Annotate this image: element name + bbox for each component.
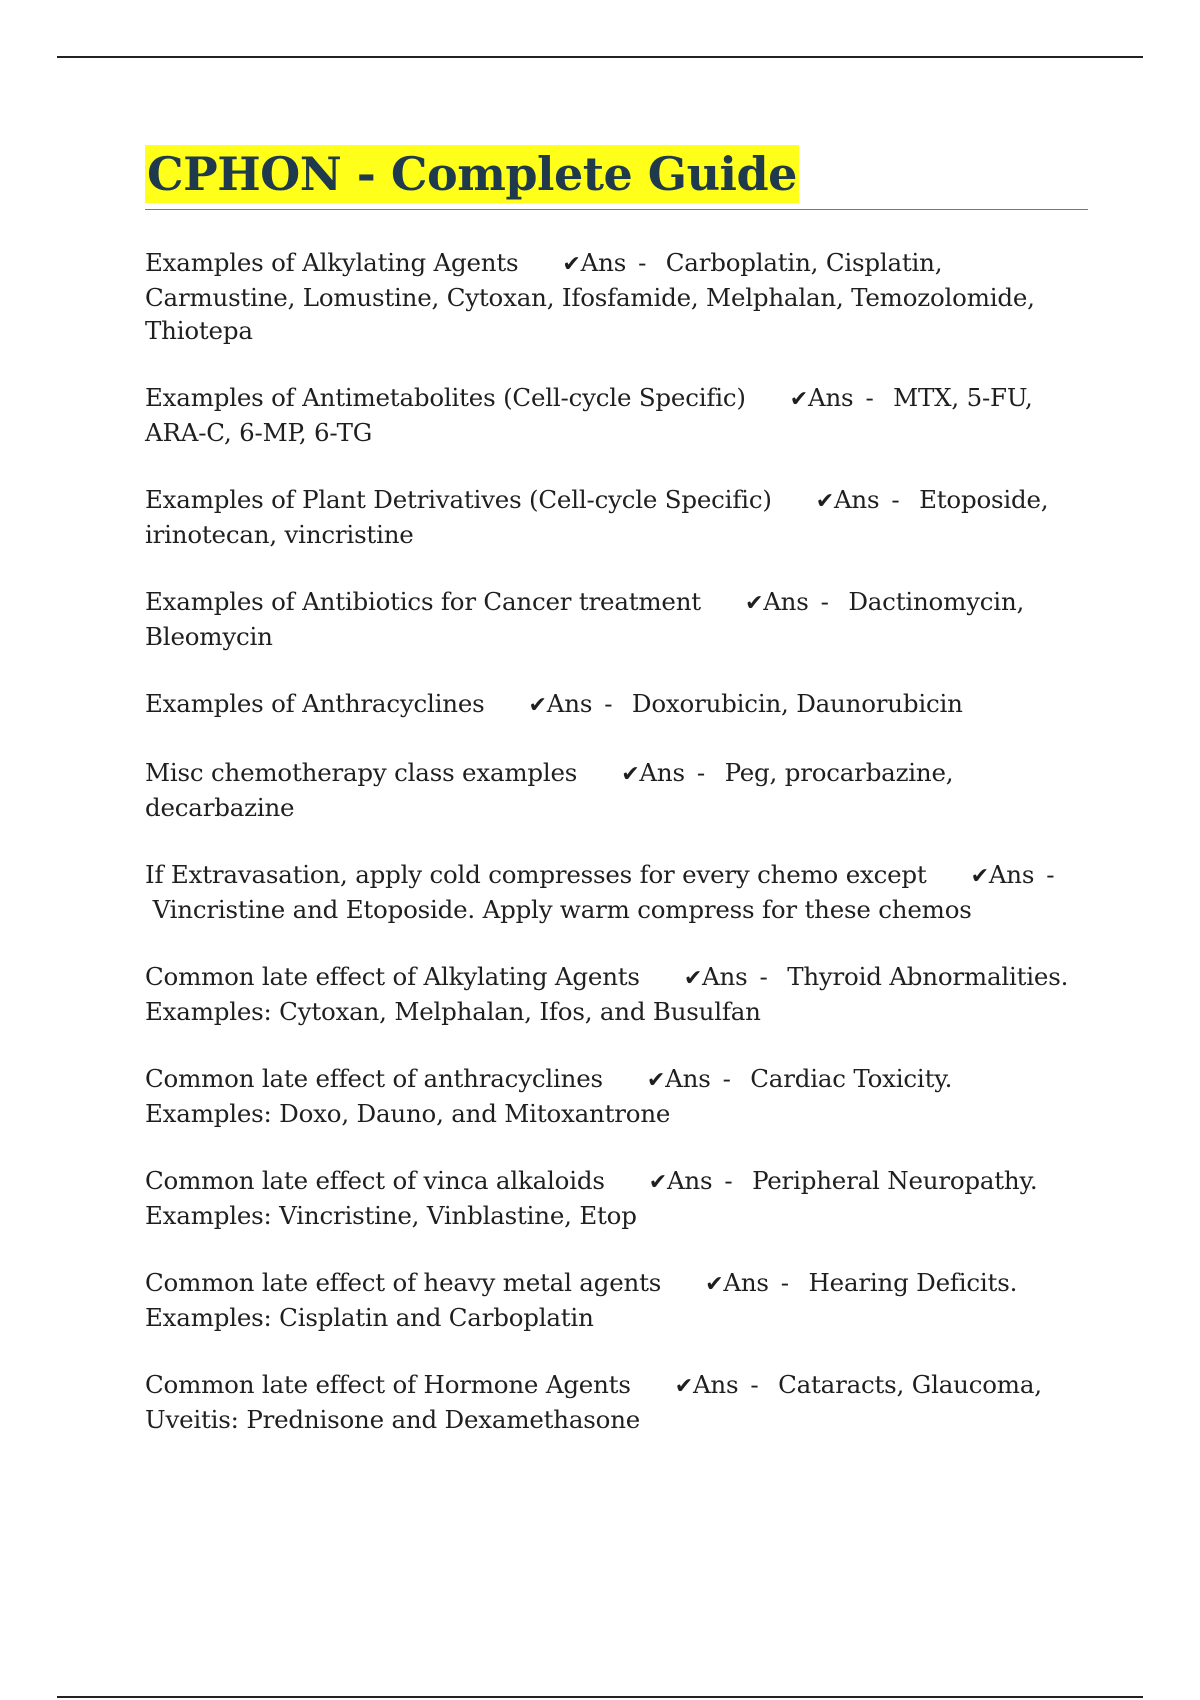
answer-separator: - [891, 485, 900, 514]
answer-label: Ans [666, 1166, 713, 1195]
check-icon: ✔ [970, 864, 989, 889]
answer-separator: - [759, 962, 768, 991]
answer-label: Ans [988, 860, 1035, 889]
answer-text: Cataracts, Glaucoma, Uveitis: Prednisone and Dexamethasone [145, 1370, 1042, 1434]
answer-label: Ans [692, 1370, 739, 1399]
qa-item [145, 381, 1085, 449]
check-icon: ✔ [562, 252, 581, 277]
qa-item [145, 483, 1085, 551]
answer-text: Peripheral Neuropathy. Examples: Vincristine, Vinblastine, Etop [145, 1166, 1038, 1230]
check-icon: ✔ [815, 489, 834, 514]
title-block [145, 145, 1088, 210]
check-icon: ✔ [789, 387, 808, 412]
check-icon: ✔ [744, 591, 764, 616]
qa-item [145, 1266, 1085, 1334]
header-rule [57, 56, 1143, 58]
qa-item [145, 858, 1085, 926]
answer-label: Ans [546, 689, 593, 718]
answer-separator: - [724, 1166, 733, 1195]
question-text: Common late effect of Hormone Agents [145, 1370, 631, 1399]
answer-separator: - [865, 383, 874, 412]
qa-item [145, 585, 1085, 653]
answer-text: Vincristine and Etoposide. Apply warm compress for these chemos [152, 895, 972, 924]
check-icon: ✔ [528, 693, 547, 718]
answer-text: Dactinomycin, Bleomycin [145, 587, 1025, 651]
answer-text: MTX, 5-FU, ARA-C, 6-MP, 6-TG [145, 383, 1033, 447]
check-icon: ✔ [621, 762, 640, 787]
qa-item [145, 960, 1085, 1028]
question-text: If Extravasation, apply cold compresses for every chemo except [145, 860, 927, 889]
answer-text: Carboplatin, Cisplatin, Carmustine, Lomustine, Cytoxan, Ifosfamide, Melphalan, Temozolomide, Thiotepa [145, 248, 1035, 345]
qa-item [145, 756, 1085, 824]
answer-label: Ans [807, 383, 854, 412]
answer-label: Ans [580, 248, 627, 277]
answer-separator: - [1046, 860, 1055, 889]
question-text: Examples of Antimetabolites (Cell-cycle Specific) [145, 383, 746, 412]
answer-label: Ans [833, 485, 880, 514]
qa-list [145, 246, 1085, 1470]
answer-text: Cardiac Toxicity. Examples: Doxo, Dauno, and Mitoxantrone [145, 1064, 953, 1128]
answer-separator: - [820, 587, 829, 616]
answer-separator: - [604, 689, 613, 718]
answer-text: Peg, procarbazine, decarbazine [145, 758, 954, 822]
qa-item [145, 1062, 1085, 1130]
page-title: CPHON - Complete Guide [147, 147, 797, 201]
qa-item [145, 1368, 1085, 1436]
answer-label: Ans [665, 1064, 711, 1093]
answer-separator: - [750, 1370, 759, 1399]
answer-text: Thyroid Abnormalities. Examples: Cytoxan, Melphalan, Ifos, and Busulfan [145, 962, 1069, 1026]
question-text: Examples of Anthracyclines [145, 689, 485, 718]
question-text: Common late effect of anthracyclines [145, 1064, 603, 1093]
answer-text: Hearing Deficits. Examples: Cisplatin and Carboplatin [145, 1268, 1018, 1332]
answer-label: Ans [639, 758, 685, 787]
question-text: Common late effect of vinca alkaloids [145, 1166, 605, 1195]
qa-item [145, 687, 1085, 722]
question-text: Misc chemotherapy class examples [145, 758, 578, 787]
check-icon: ✔ [646, 1068, 666, 1093]
answer-separator: - [638, 248, 647, 277]
footer-rule [57, 1696, 1143, 1698]
answer-label: Ans [763, 587, 809, 616]
answer-separator: - [780, 1268, 789, 1297]
qa-item [145, 1164, 1085, 1232]
question-text: Common late effect of heavy metal agents [145, 1268, 662, 1297]
answer-label: Ans [702, 962, 748, 991]
question-text: Examples of Plant Detrivatives (Cell-cycle Specific) [145, 485, 772, 514]
question-text: Common late effect of Alkylating Agents [145, 962, 640, 991]
question-text: Examples of Alkylating Agents [145, 248, 519, 277]
answer-separator: - [696, 758, 705, 787]
qa-item [145, 246, 1085, 347]
answer-separator: - [722, 1064, 731, 1093]
check-icon: ✔ [648, 1170, 667, 1195]
check-icon: ✔ [683, 966, 703, 991]
check-icon: ✔ [674, 1374, 693, 1399]
answer-text: Doxorubicin, Daunorubicin [631, 689, 963, 718]
check-icon: ✔ [705, 1272, 724, 1297]
question-text: Examples of Antibiotics for Cancer treatment [145, 587, 701, 616]
answer-text: Etoposide, irinotecan, vincristine [145, 485, 1049, 549]
answer-label: Ans [723, 1268, 769, 1297]
